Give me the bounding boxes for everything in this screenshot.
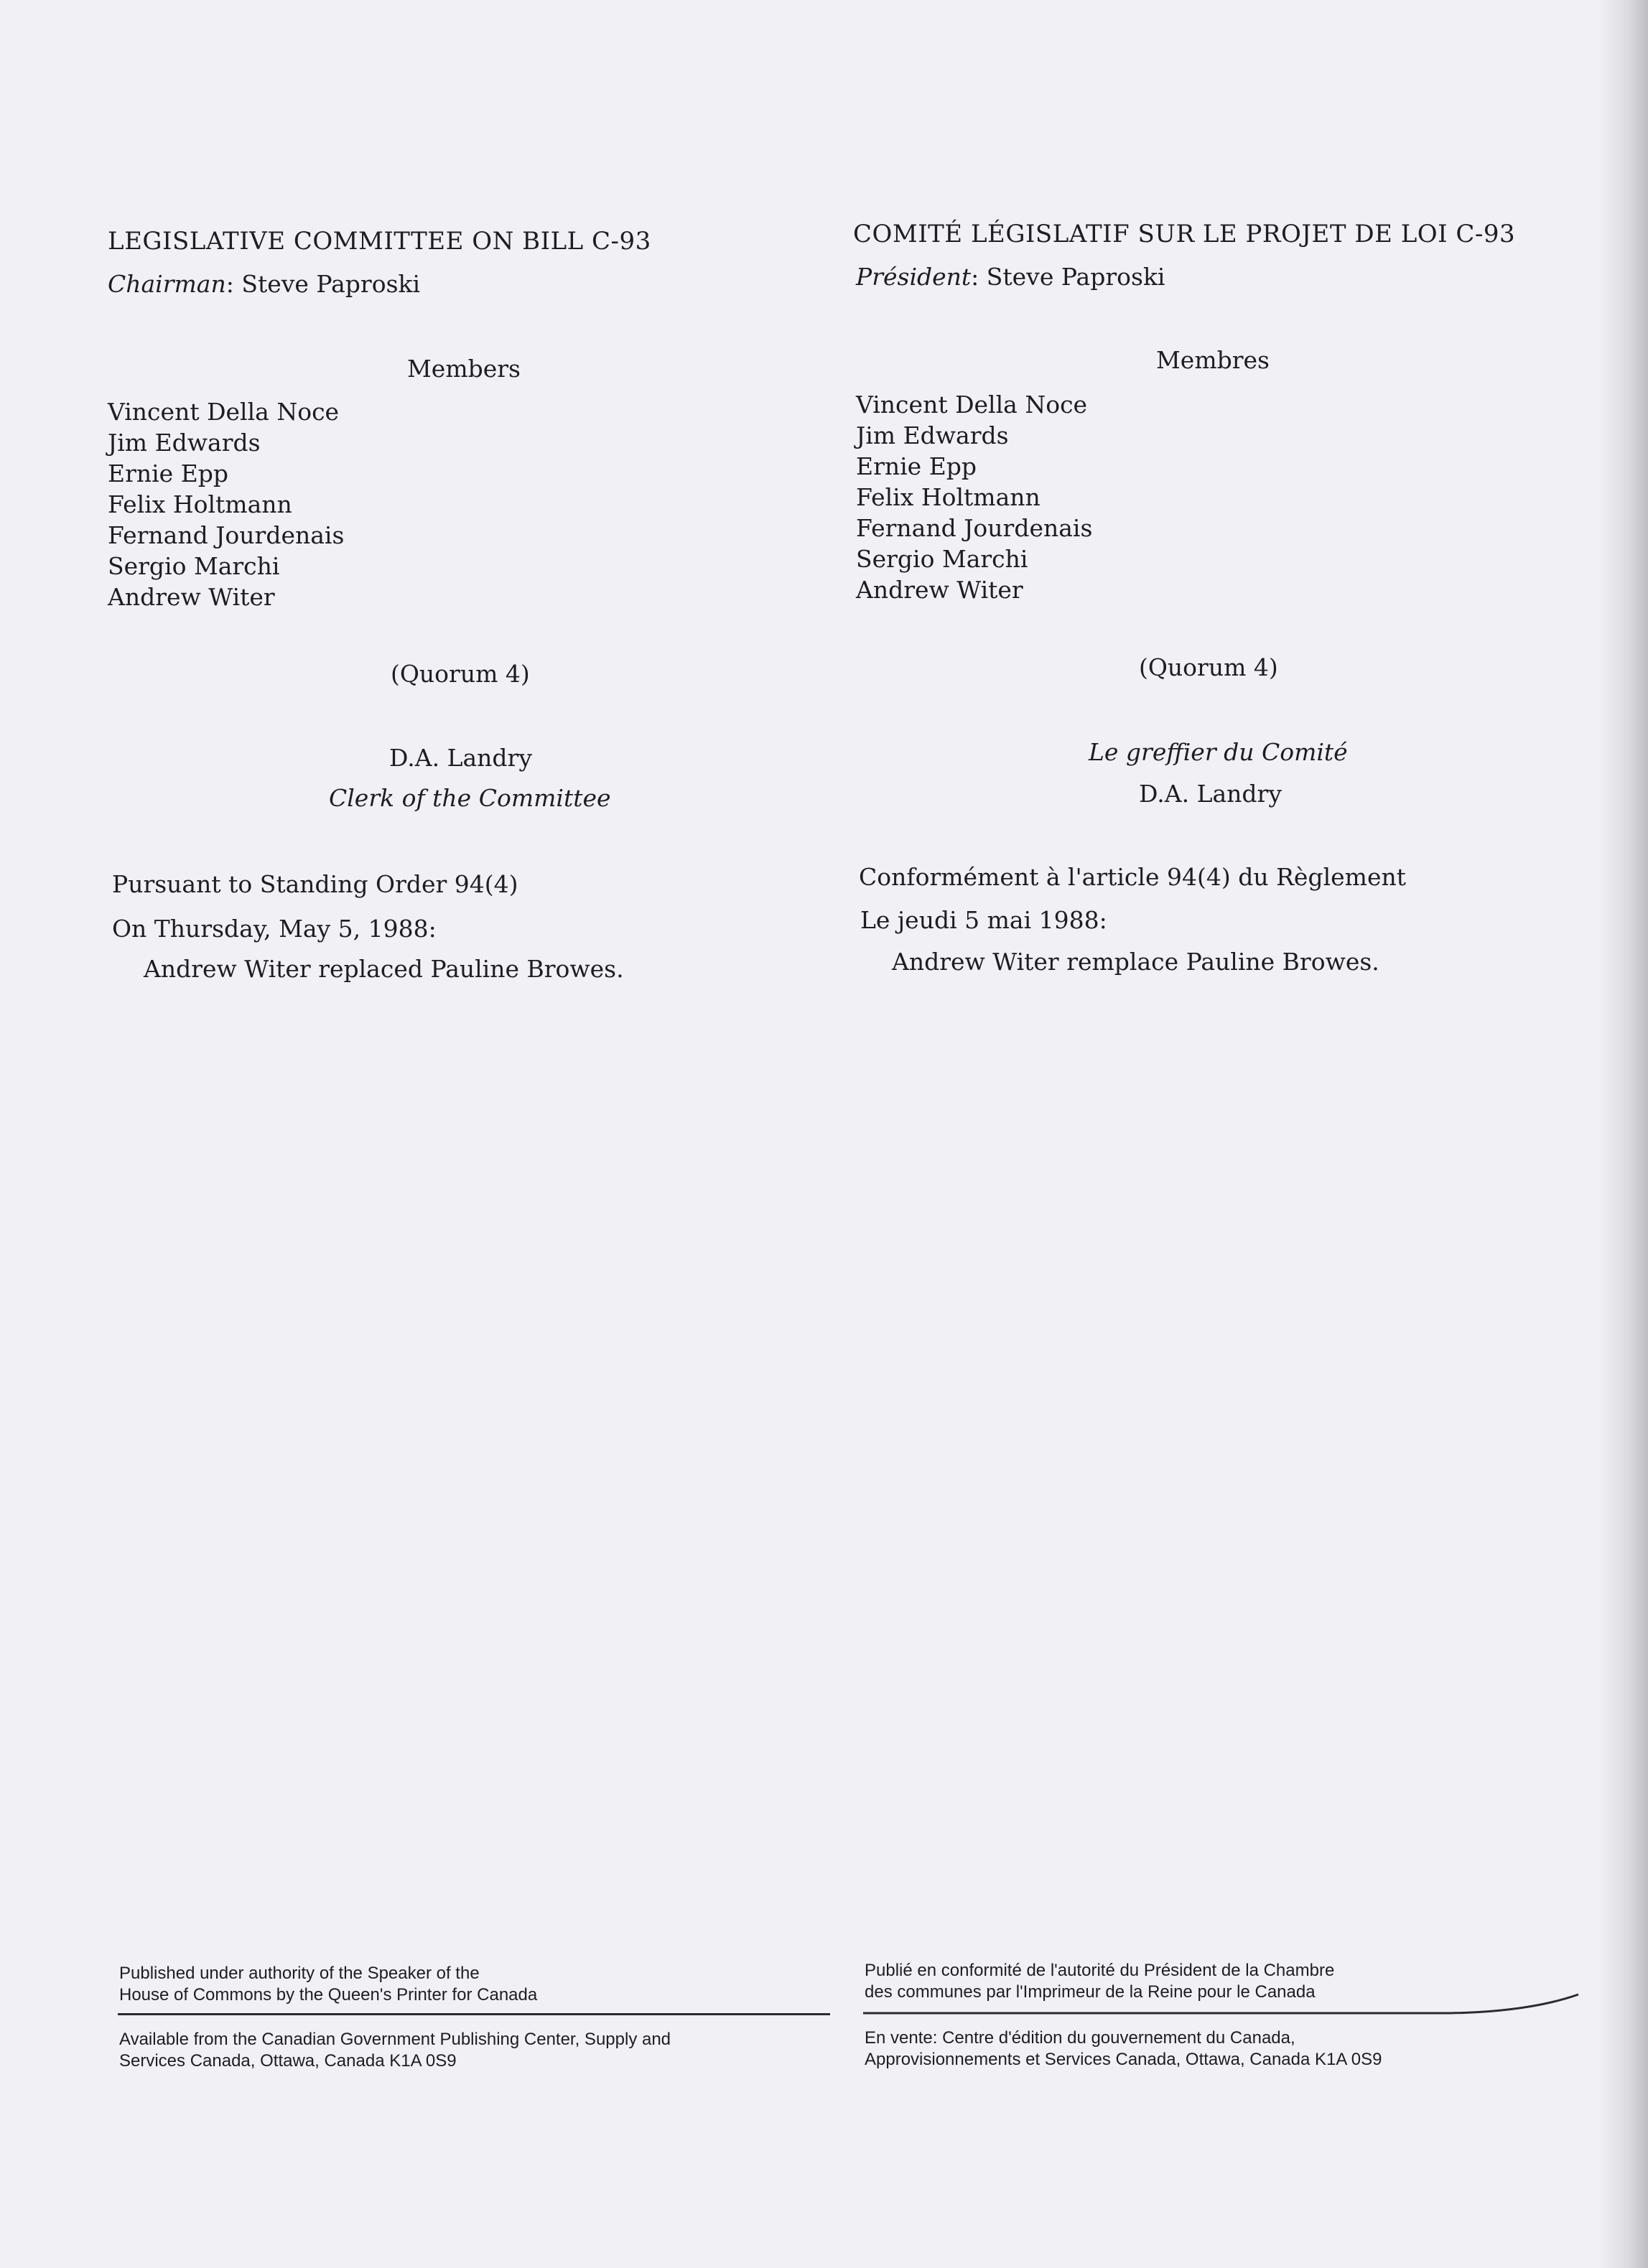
french-available-line-1: En vente: Centre d'édition du gouvernement du Canada, [865, 2028, 1295, 2048]
french-chairman-name: : Steve Paproski [971, 263, 1165, 291]
english-members-heading: Members [407, 355, 521, 383]
french-members-list [856, 389, 1092, 605]
english-published-line-2: House of Commons by the Queen's Printer for Canada [119, 1985, 538, 2005]
english-availability-notice [119, 2029, 671, 2072]
english-member: Vincent Della Noce [108, 398, 340, 426]
english-available-line-1: Available from the Canadian Government Publishing Center, Supply and [119, 2030, 671, 2049]
english-replacement-line: Andrew Witer replaced Pauline Browes. [144, 955, 624, 983]
french-standing-order-line: Conformément à l'article 94(4) du Règlement [859, 863, 1406, 891]
french-clerk-name: D.A. Landry [1139, 780, 1282, 808]
english-footer-divider [118, 2013, 830, 2015]
french-member: Sergio Marchi [856, 545, 1028, 573]
french-available-line-2: Approvisionnements et Services Canada, Ottawa, Canada K1A 0S9 [865, 2050, 1382, 2069]
french-chairman-line [856, 263, 1165, 291]
french-committee-title: COMITÉ LÉGISLATIF SUR LE PROJET DE LOI C-93 [853, 220, 1516, 248]
english-chairman-label: Chairman [108, 270, 226, 298]
english-clerk-name: D.A. Landry [389, 744, 532, 772]
english-committee-title: LEGISLATIVE COMMITTEE ON BILL C-93 [108, 227, 651, 256]
english-published-notice [119, 1963, 537, 2006]
french-member: Jim Edwards [856, 421, 1009, 449]
french-member: Felix Holtmann [856, 483, 1041, 511]
english-chairman-line [108, 270, 420, 298]
french-replacement-line: Andrew Witer remplace Pauline Browes. [892, 948, 1379, 976]
french-members-heading: Membres [1156, 346, 1270, 374]
french-availability-notice [865, 2027, 1382, 2071]
french-member: Andrew Witer [856, 576, 1023, 604]
french-date-line: Le jeudi 5 mai 1988: [860, 906, 1107, 934]
french-member: Vincent Della Noce [856, 391, 1088, 419]
english-member: Sergio Marchi [108, 552, 280, 580]
french-member: Ernie Epp [856, 452, 977, 480]
french-footer-divider [862, 1989, 1580, 2017]
french-member: Fernand Jourdenais [856, 514, 1093, 542]
english-date-line: On Thursday, May 5, 1988: [112, 915, 437, 943]
english-published-line-1: Published under authority of the Speaker of the [119, 1964, 480, 1983]
english-member: Jim Edwards [108, 429, 261, 457]
french-published-line-2: des communes par l'Imprimeur de la Reine pour le Canada [865, 1982, 1316, 2002]
english-quorum: (Quorum 4) [391, 660, 530, 688]
english-standing-order-line: Pursuant to Standing Order 94(4) [112, 870, 518, 898]
french-chairman-label: Président [856, 263, 972, 291]
english-member: Fernand Jourdenais [108, 521, 345, 549]
english-chairman-name: : Steve Paproski [225, 270, 421, 298]
french-published-line-1: Publié en conformité de l'autorité du Président de la Chambre [865, 1961, 1335, 1980]
english-available-line-2: Services Canada, Ottawa, Canada K1A 0S9 [119, 2051, 457, 2071]
english-member: Felix Holtmann [108, 490, 292, 518]
english-clerk-title: Clerk of the Committee [329, 784, 611, 812]
english-members-list [108, 396, 344, 612]
french-clerk-title: Le greffier du Comité [1089, 738, 1348, 766]
page-edge-shadow [1598, 0, 1648, 2268]
english-member: Ernie Epp [108, 459, 229, 487]
french-quorum: (Quorum 4) [1139, 653, 1278, 681]
english-member: Andrew Witer [108, 583, 275, 611]
